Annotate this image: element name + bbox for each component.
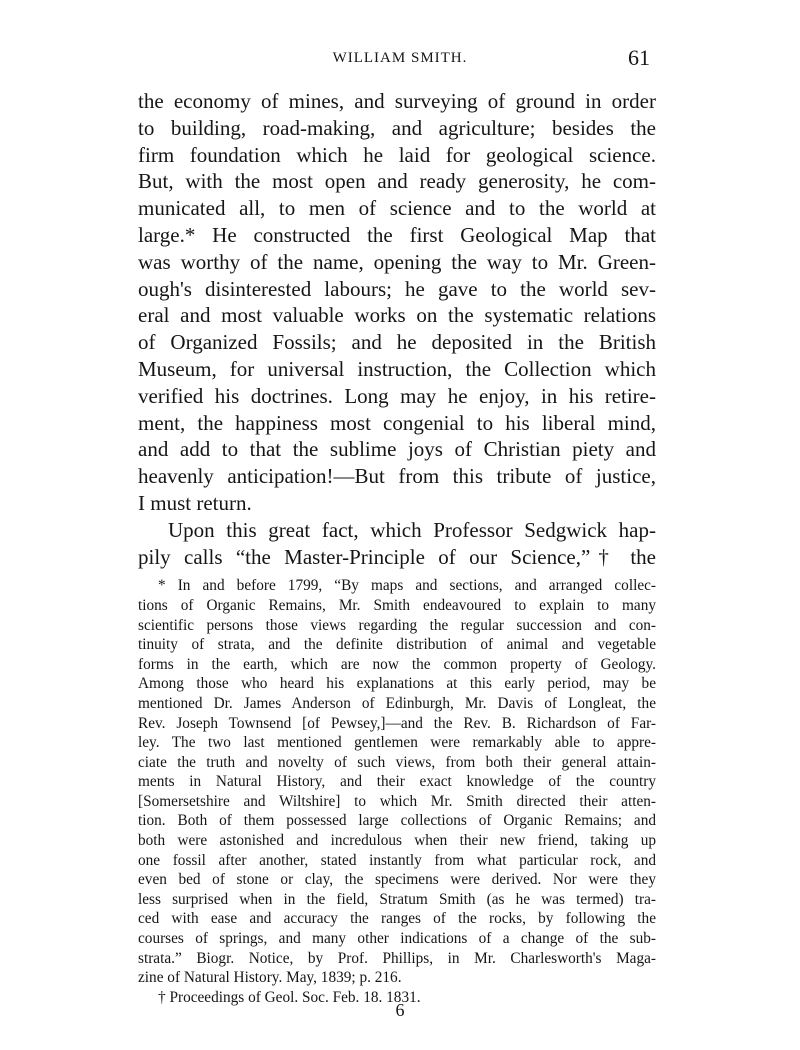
text-line: Upon this great fact, which Professor Sedgwick hap- — [168, 517, 656, 542]
footnote-line: less surprised when in the field, Stratum Smith (as he was termed) tra- — [138, 890, 656, 908]
text-line: municated all, to men of science and to the world at — [138, 196, 656, 221]
footnote-line: [Somersetshire and Wiltshire] to which Mr. Smith directed their atten- — [138, 792, 656, 810]
footnote-line: ley. The two last mentioned gentlemen were remarkably able to appre- — [138, 734, 656, 752]
footnote-line: ced with ease and accuracy the ranges of the rocks, by following the — [138, 910, 656, 928]
footnote-line: scientific persons those views regarding the regular succession and con- — [138, 616, 656, 634]
footnote-line: tion. Both of them possessed large collections of Organic Remains; and — [138, 812, 656, 830]
running-head: WILLIAM SMITH. — [332, 50, 468, 66]
footnote-line: Rev. Joseph Townsend [of Pewsey,]—and the Rev. B. Richardson of Far- — [138, 714, 656, 732]
footnote-line: both were astonished and incredulous when their new friend, taking up — [138, 832, 656, 850]
text-line: firm foundation which he laid for geological science. — [138, 142, 656, 167]
text-line: large.* He constructed the first Geological Map that — [138, 222, 656, 247]
text-line: heavenly anticipation!—But from this tribute of justice, — [138, 464, 656, 489]
footnote-line: ments in Natural History, and their exact knowledge of the country — [138, 773, 656, 791]
text-line: Museum, for universal instruction, the Collection which — [138, 356, 656, 381]
signature-mark: 6 — [395, 1000, 405, 1020]
footnote-line: tinuity of strata, and the definite distribution of animal and vegetable — [138, 636, 656, 654]
footnote-line: courses of springs, and many other indications of a change of the sub- — [138, 930, 656, 948]
text-line: to building, road-making, and agriculture; besides the — [138, 115, 656, 140]
footnote-line: ciate the truth and novelty of such views, from both their general attain- — [138, 753, 656, 771]
text-line: pily calls “the Master-Principle of our Science,”† the — [138, 544, 656, 569]
body-text — [138, 88, 656, 1007]
text-line: ment, the happiness most congenial to his liberal mind, — [138, 410, 656, 435]
text-line: ough's disinterested labours; he gave to the world sev- — [138, 276, 656, 301]
footnote-line: mentioned Dr. James Anderson of Edinburgh, Mr. Davis of Longleat, the — [138, 694, 656, 712]
dagger-footnote: † Proceedings of Geol. Soc. Feb. 18. 1831. — [158, 988, 421, 1006]
footnote-line: Among those who heard his explanations at this early period, may be — [138, 675, 656, 693]
footnote-line: even bed of stone or clay, the specimens were derived. Nor were they — [138, 871, 656, 889]
text-line: and add to that the sublime joys of Christian piety and — [138, 437, 656, 462]
page-number: 61 — [628, 45, 650, 70]
footnote-line: strata.” Biogr. Notice, by Prof. Phillips, in Mr. Charlesworth's Maga- — [138, 949, 656, 967]
footnotes — [138, 576, 656, 1007]
footnote-line: forms in the earth, which are now the common property of Geology. — [138, 655, 656, 673]
footnote-line: tions of Organic Remains, Mr. Smith endeavoured to explain to many — [138, 596, 656, 614]
footnote-line: zine of Natural History. May, 1839; p. 216. — [138, 969, 402, 987]
text-line: eral and most valuable works on the systematic relations — [138, 303, 656, 328]
main-paragraphs — [138, 88, 656, 570]
footnote-line: * In and before 1799, “By maps and sections, and arranged collec- — [158, 577, 656, 595]
text-line: the economy of mines, and surveying of ground in order — [138, 89, 656, 113]
text-line: verified his doctrines. Long may he enjoy, in his retire- — [138, 383, 656, 408]
text-line: of Organized Fossils; and he deposited in the British — [138, 330, 656, 355]
text-line: I must return. — [138, 490, 252, 515]
footnote-line: one fossil after another, stated instantly from what particular rock, and — [138, 851, 656, 869]
text-line: was worthy of the name, opening the way to Mr. Green- — [138, 249, 656, 274]
text-line: But, with the most open and ready generosity, he com- — [138, 169, 656, 194]
